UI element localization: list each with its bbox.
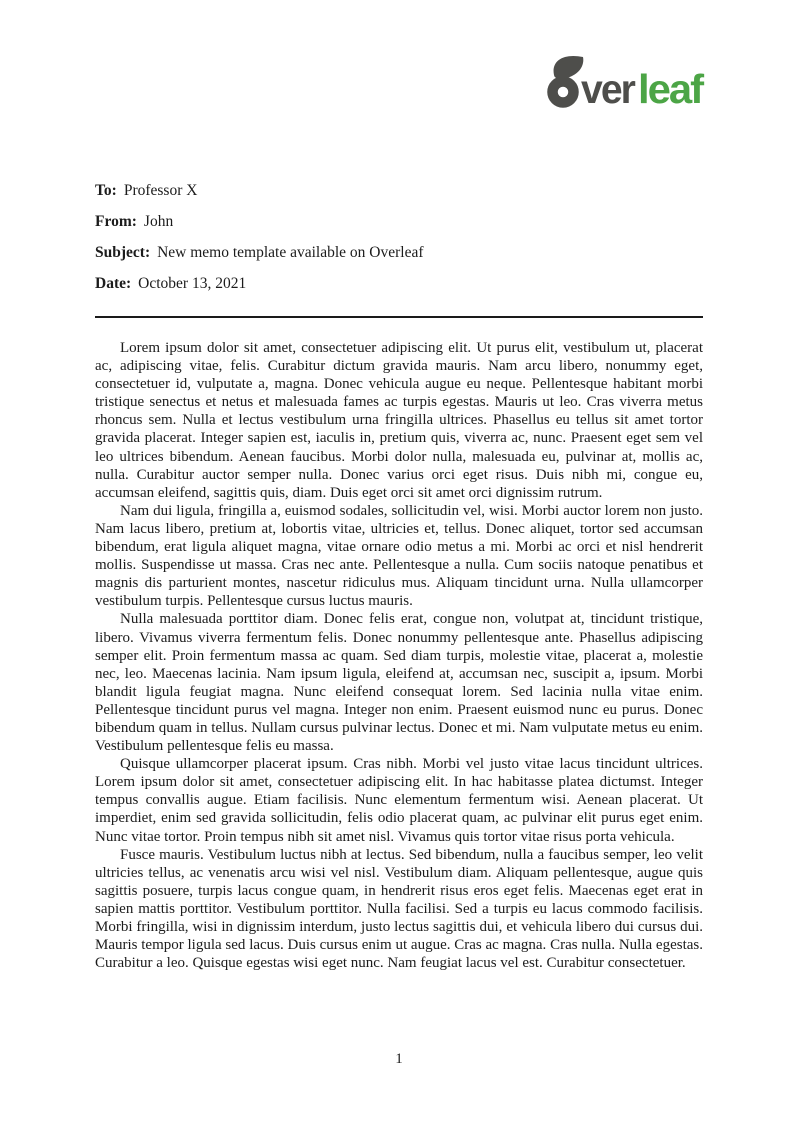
memo-field-to [95, 182, 703, 200]
memo-field-label: Subject: [95, 244, 151, 261]
memo-field-label: Date: [95, 275, 132, 292]
memo-field-label: To: [95, 182, 117, 199]
overleaf-leaf-icon [545, 54, 705, 110]
page-footer [95, 1051, 703, 1068]
page-number: 1 [395, 1051, 403, 1067]
memo-field-value: October 13, 2021 [138, 275, 247, 292]
body-paragraph: Lorem ipsum dolor sit amet, consectetuer adipiscing elit. Ut purus elit, vestibulum ut, placerat ac, adipiscing vitae, felis. Curabitur dictum gravida mauris. Nam arcu libero, nonummy eget, consectetuer id, vulputate a, magna. Donec vehicula augue eu neque. Pellentesque habitant morbi tristique senectus et netus et malesuada fames ac turpis egestas. Mauris ut leo. Cras viverra metus rhoncus sem. Nulla et lectus vestibulum urna fringilla ultrices. Phasellus eu tellus sit amet tortor gravida placerat. Integer sapien est, iaculis in, pretium quis, viverra ac, nunc. Praesent eget sem vel leo ultrices bibendum. Aenean faucibus. Morbi dolor nulla, malesuada eu, pulvinar at, mollis ac, nulla. Curabitur auctor semper nulla. Donec varius orci eget risus. Duis nibh mi, congue eu, accumsan eleifend, sagittis quis, diam. Duis eget orci sit amet orci dignissim rutrum. [95, 340, 703, 501]
memo-field-label: From: [95, 213, 137, 230]
logo-text-green: leaf [638, 66, 705, 110]
memo-field-date [95, 275, 703, 293]
header-divider [95, 316, 703, 318]
memo-field-subject [95, 244, 703, 262]
body-paragraph: Nulla malesuada porttitor diam. Donec felis erat, congue non, volutpat at, tincidunt tristique, libero. Vivamus viverra fermentum felis. Donec nonummy pellentesque ante. Phasellus adipiscing semper elit. Proin fermentum massa ac quam. Sed diam turpis, molestie vitae, placerat a, molestie nec, leo. Maecenas lacinia. Nam ipsum ligula, eleifend at, accumsan nec, suscipit a, ipsum. Morbi blandit ligula feugiat magna. Nunc eleifend consequat lorem. Sed lacinia nulla vitae enim. Pellentesque tincidunt purus vel magna. Integer non enim. Praesent euismod nunc eu purus. Donec bibendum quam in tellus. Nullam cursus pulvinar lectus. Donec et mi. Nam vulputate metus eu enim. Vestibulum pellentesque felis eu massa. [95, 611, 703, 755]
logo-text-gray: ver [581, 66, 636, 110]
body-paragraph: Nam dui ligula, fringilla a, euismod sodales, sollicitudin vel, wisi. Morbi auctor lorem non justo. Nam lacus libero, pretium at, lobortis vitae, ultricies et, tellus. Donec aliquet, tortor sed accumsan bibendum, erat ligula aliquet magna, vitae ornare odio metus a mi. Morbi ac orci et nisl hendrerit mollis. Suspendisse ut massa. Cras nec ante. Pellentesque a nulla. Cum sociis natoque penatibus et magnis dis parturient montes, nascetur ridiculus mus. Aliquam tincidunt urna. Nulla ullamcorper vestibulum turpis. Pellentesque cursus luctus mauris. [95, 502, 703, 610]
memo-field-value: Professor X [123, 182, 198, 199]
memo-body [95, 339, 703, 972]
body-paragraph: Quisque ullamcorper placerat ipsum. Cras nibh. Morbi vel justo vitae lacus tincidunt ultrices. Lorem ipsum dolor sit amet, consectetuer adipiscing elit. In hac habitasse platea dictumst. Integer tempus convallis augue. Etiam facilisis. Nunc elementum fermentum wisi. Aenean placerat. Ut imperdiet, enim sed gravida sollicitudin, felis odio placerat quam, ac pulvinar elit purus eget enim. Nunc vitae tortor. Proin tempus nibh sit amet nisl. Vivamus quis tortor vitae risus porta vehicula. [95, 756, 703, 845]
overleaf-logo [545, 54, 705, 110]
memo-header [95, 182, 703, 306]
memo-field-value: John [143, 213, 174, 230]
memo-field-from [95, 213, 703, 231]
memo-field-value: New memo template available on Overleaf [157, 244, 424, 261]
body-paragraph: Fusce mauris. Vestibulum luctus nibh at lectus. Sed bibendum, nulla a faucibus semper, leo velit ultricies tellus, ac venenatis arcu wisi vel nisl. Vestibulum diam. Aliquam pellentesque, augue quis sagittis posuere, turpis lacus congue quam, in hendrerit risus eros eget felis. Maecenas eget erat in sapien mattis porttitor. Vestibulum porttitor. Nulla facilisi. Sed a turpis eu lacus commodo facilisis. Morbi fringilla, wisi in dignissim interdum, justo lectus sagittis dui, et vehicula libero dui cursus dui. Mauris tempor ligula sed lacus. Duis cursus enim ut augue. Cras ac magna. Cras nulla. Nulla egestas. Curabitur a leo. Quisque egestas wisi eget nunc. Nam feugiat lacus vel est. Curabitur consectetuer. [95, 846, 703, 972]
